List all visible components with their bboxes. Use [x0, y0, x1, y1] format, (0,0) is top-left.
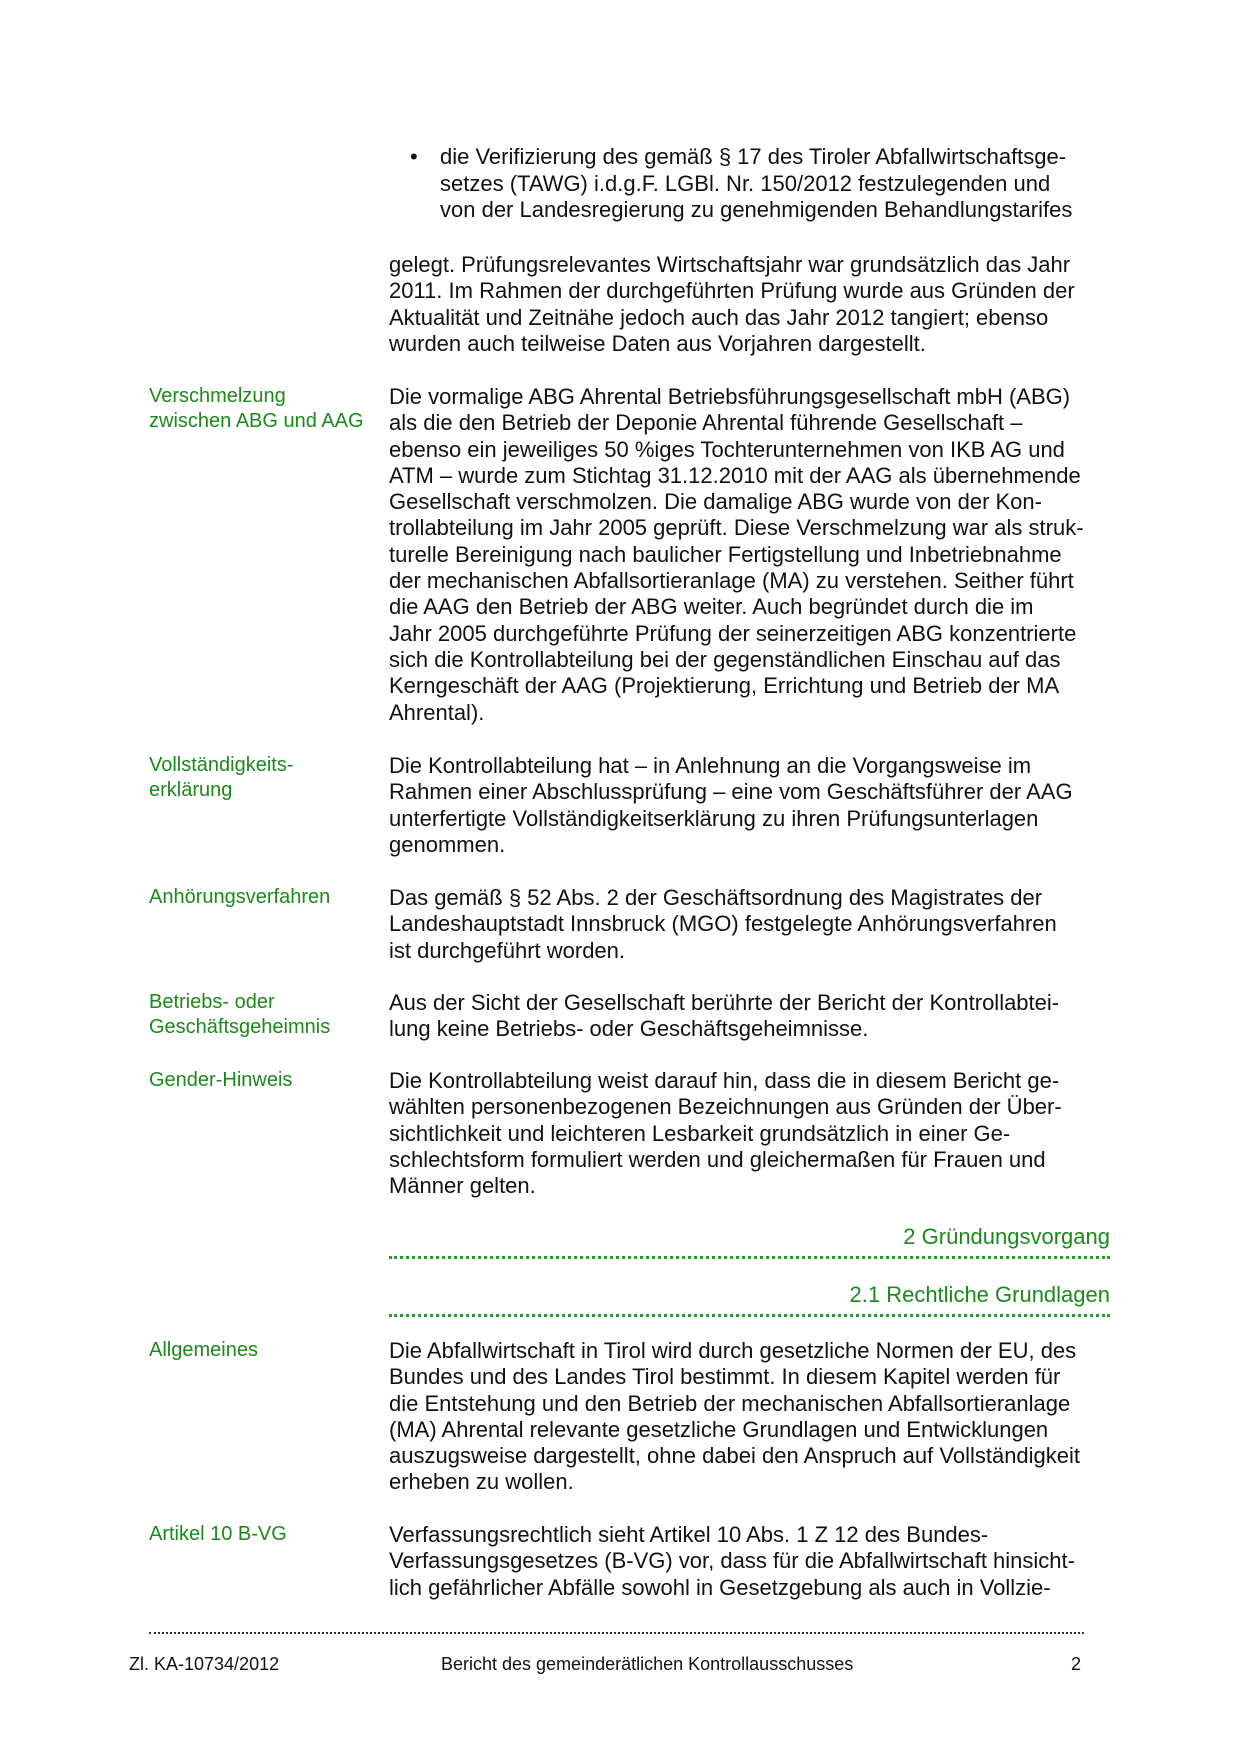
- text-line: lung keine Betriebs- oder Geschäftsgeheimnisse.: [389, 1016, 869, 1042]
- text-line: als die den Betrieb der Deponie Ahrental führende Gesellschaft –: [389, 410, 1023, 436]
- page-number: 2: [1071, 1654, 1082, 1674]
- bullet-marker: •: [410, 144, 418, 169]
- footer-rule: [149, 1632, 1084, 1634]
- text-line: Die vormalige ABG Ahrental Betriebsführungsgesellschaft mbH (ABG): [389, 384, 1071, 409]
- text-line: Aktualität und Zeitnähe jedoch auch das Jahr 2012 tangiert; ebenso: [389, 304, 1049, 330]
- paragraph-vollstaendigkeit: [389, 753, 1110, 858]
- margin-line: Verschmelzung: [149, 385, 286, 407]
- text-line: von der Landesregierung zu genehmigenden Behandlungstarifes: [440, 197, 1073, 222]
- margin-note-allgemeines: [149, 1338, 379, 1363]
- margin-line: erklärung: [149, 778, 233, 801]
- heading-rule: [389, 1314, 1110, 1317]
- footer-reference: Zl. KA-10734/2012: [129, 1654, 280, 1674]
- paragraph-gender: [389, 1068, 1110, 1199]
- text-line: sich die Kontrollabteilung bei der gegenständlichen Einschau auf das: [389, 646, 1061, 672]
- paragraph-verschmelzung: [389, 384, 1110, 726]
- text-line: Männer gelten.: [389, 1173, 536, 1199]
- text-line: Die Abfallwirtschaft in Tirol wird durch gesetzliche Normen der EU, des: [389, 1338, 1077, 1363]
- margin-line: Anhörungsverfahren: [149, 886, 331, 908]
- text-line: ATM – wurde zum Stichtag 31.12.2010 mit der AAG als übernehmende: [389, 462, 1081, 488]
- text-line: (MA) Ahrental relevante gesetzliche Grundlagen und Entwicklungen: [389, 1416, 1049, 1442]
- text-line: die Verifizierung des gemäß § 17 des Tiroler Abfallwirtschaftsge-: [440, 144, 1067, 169]
- margin-line: Betriebs- oder: [149, 991, 275, 1013]
- text-line: Die Kontrollabteilung weist darauf hin, dass die in diesem Bericht ge-: [389, 1068, 1060, 1093]
- text-line: Kerngeschäft der AAG (Projektierung, Errichtung und Betrieb der MA: [389, 673, 1060, 699]
- text-line: genommen.: [389, 831, 506, 857]
- margin-line: Vollständigkeits-: [149, 754, 294, 776]
- text-line: Bundes und des Landes Tirol bestimmt. In diesem Kapitel werden für: [389, 1364, 1061, 1390]
- margin-line: zwischen ABG und AAG: [149, 409, 364, 432]
- bullet-text: [440, 144, 1110, 224]
- margin-line: Artikel 10 B-VG: [149, 1523, 287, 1545]
- text-line: ebenso ein jeweiliges 50 %iges Tochterunternehmen von IKB AG und: [389, 436, 1065, 462]
- heading-rule: [389, 1256, 1110, 1259]
- text-line: erheben zu wollen.: [389, 1469, 574, 1495]
- paragraph-pruefung: [389, 252, 1110, 357]
- text-line: die Entstehung und den Betrieb der mechanischen Abfallsortieranlage: [389, 1390, 1071, 1416]
- margin-note-gender: [149, 1068, 379, 1093]
- text-line: Das gemäß § 52 Abs. 2 der Geschäftsordnung des Magistrates der: [389, 885, 1043, 910]
- text-line: 2011. Im Rahmen der durchgeführten Prüfung wurde aus Gründen der: [389, 278, 1075, 304]
- paragraph-artikel-10: [389, 1522, 1110, 1601]
- paragraph-anhoerung: [389, 885, 1110, 964]
- text-line: Jahr 2005 durchgeführte Prüfung der seinerzeitigen ABG konzentrierte: [389, 620, 1077, 646]
- text-line: unterfertigte Vollständigkeitserklärung zu ihren Prüfungsunterlagen: [389, 805, 1039, 831]
- text-line: der mechanischen Abfallsortieranlage (MA) zu verstehen. Seither führt: [389, 568, 1074, 594]
- margin-note-artikel-10: [149, 1522, 379, 1547]
- chapter-heading: 2 Gründungsvorgang: [903, 1224, 1110, 1249]
- text-line: Gesellschaft verschmolzen. Die damalige ABG wurde von der Kon-: [389, 489, 1042, 515]
- margin-note-vollstaendigkeit: [149, 753, 379, 802]
- paragraph-geheimnis: [389, 990, 1110, 1043]
- text-line: lich gefährlicher Abfälle sowohl in Gesetzgebung als auch in Vollzie-: [389, 1574, 1051, 1600]
- text-line: Verfassungsgesetzes (B-VG) vor, dass für die Abfallwirtschaft hinsicht-: [389, 1548, 1075, 1574]
- section-heading: 2.1 Rechtliche Grundlagen: [849, 1282, 1110, 1307]
- paragraph-allgemeines: [389, 1338, 1110, 1496]
- text-line: wurden auch teilweise Daten aus Vorjahren dargestellt.: [389, 330, 926, 356]
- text-line: ist durchgeführt worden.: [389, 937, 626, 963]
- text-line: Landeshauptstadt Innsbruck (MGO) festgelegte Anhörungsverfahren: [389, 911, 1057, 937]
- text-line: Rahmen einer Abschlussprüfung – eine vom Geschäftsführer der AAG: [389, 779, 1073, 805]
- text-line: gelegt. Prüfungsrelevantes Wirtschaftsjahr war grundsätzlich das Jahr: [389, 252, 1071, 277]
- text-line: setzes (TAWG) i.d.g.F. LGBl. Nr. 150/2012 festzulegenden und: [440, 170, 1051, 196]
- text-line: Ahrental).: [389, 699, 485, 725]
- margin-line: Allgemeines: [149, 1339, 258, 1361]
- footer-title: Bericht des gemeinderätlichen Kontrollausschusses: [441, 1654, 854, 1674]
- text-line: sichtlichkeit und leichteren Lesbarkeit grundsätzlich in einer Ge-: [389, 1120, 1011, 1146]
- margin-note-geheimnis: [149, 990, 379, 1039]
- margin-note-verschmelzung: [149, 384, 379, 433]
- text-line: Aus der Sicht der Gesellschaft berührte der Bericht der Kontrollabtei-: [389, 990, 1060, 1015]
- text-line: turelle Bereinigung nach baulicher Fertigstellung und Inbetriebnahme: [389, 541, 1062, 567]
- margin-note-anhoerung: [149, 885, 379, 910]
- text-line: schlechtsform formuliert werden und gleichermaßen für Frauen und: [389, 1146, 1046, 1172]
- margin-line: Gender-Hinweis: [149, 1069, 293, 1091]
- text-line: trollabteilung im Jahr 2005 geprüft. Diese Verschmelzung war als struk-: [389, 515, 1084, 541]
- text-line: Verfassungsrechtlich sieht Artikel 10 Abs. 1 Z 12 des Bundes-: [389, 1522, 989, 1547]
- text-line: Die Kontrollabteilung hat – in Anlehnung an die Vorgangsweise im: [389, 753, 1032, 778]
- text-line: wählten personenbezogenen Bezeichnungen aus Gründen der Über-: [389, 1094, 1062, 1120]
- text-line: auszugsweise dargestellt, ohne dabei den Anspruch auf Vollständigkeit: [389, 1443, 1081, 1469]
- text-line: die AAG den Betrieb der ABG weiter. Auch begründet durch die im: [389, 594, 1034, 620]
- margin-line: Geschäftsgeheimnis: [149, 1015, 331, 1038]
